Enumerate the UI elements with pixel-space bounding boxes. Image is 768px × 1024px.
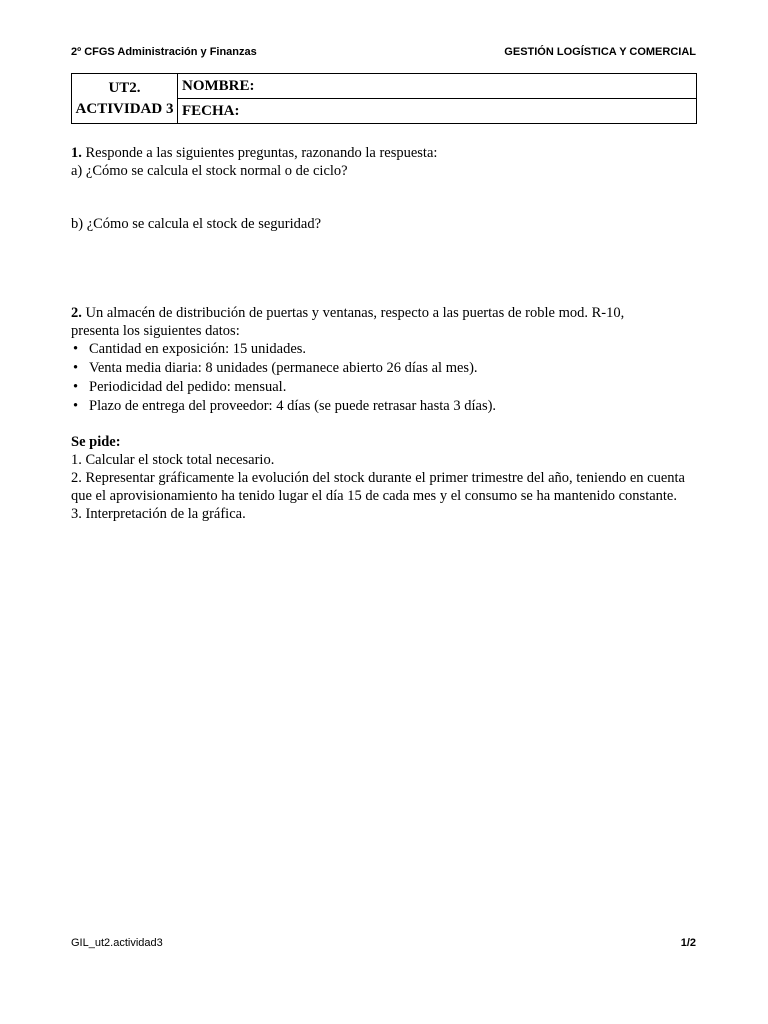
list-item: • Periodicidad del pedido: mensual. [73, 379, 287, 395]
tasks-block [71, 433, 701, 523]
student-info-table [71, 73, 697, 124]
q2-number: 2. [71, 305, 82, 321]
q1-b: b) ¿Cómo se calcula el stock de seguridad? [71, 216, 322, 232]
footer-filename: GIL_ut2.actividad3 [71, 937, 163, 949]
name-field[interactable] [178, 74, 697, 99]
unit-label: UT2. [108, 79, 141, 96]
task-1: 1. Calcular el stock total necesario. [71, 452, 275, 468]
bullet-icon: • [73, 360, 79, 376]
list-item: • Venta media diaria: 8 unidades (permanece abierto 26 días al mes). [73, 360, 478, 376]
header-course: 2º CFGS Administración y Finanzas [71, 46, 257, 58]
activity-label: ACTIVIDAD 3 [75, 100, 174, 117]
bullet-icon: • [73, 398, 79, 414]
q1-b-block [71, 215, 701, 233]
question-2 [71, 304, 701, 416]
q1-number: 1. [71, 145, 82, 161]
question-1 [71, 144, 701, 180]
q2-intro-line2: presenta los siguientes datos: [71, 323, 240, 339]
list-item: • Cantidad en exposición: 15 unidades. [73, 341, 307, 357]
bullet-icon: • [73, 379, 79, 395]
name-label: NOMBRE: [182, 77, 255, 94]
se-pide-heading: Se pide: [71, 434, 121, 450]
date-label: FECHA: [182, 102, 240, 119]
list-item: • Plazo de entrega del proveedor: 4 días (se puede retrasar hasta 3 días). [73, 398, 497, 414]
page-number: 1/2 [680, 937, 696, 949]
unit-activity-cell [72, 74, 178, 124]
q1-intro: Responde a las siguientes preguntas, razonando la respuesta: [81, 145, 438, 161]
q2-intro-line1: Un almacén de distribución de puertas y ventanas, respecto a las puertas de roble mod. R-10, [81, 305, 625, 321]
q1-a: a) ¿Cómo se calcula el stock normal o de ciclo? [71, 163, 348, 179]
task-3: 3. Interpretación de la gráfica. [71, 506, 246, 522]
task-2: 2. Representar gráficamente la evolución del stock durante el primer trimestre del año, teniendo en cuenta que el aprovisionamiento ha tenido lugar el día 15 de cada mes y el consumo se ha mantenido constante. [71, 470, 685, 504]
header-subject: GESTIÓN LOGÍSTICA Y COMERCIAL [504, 46, 696, 58]
data-list [71, 340, 701, 416]
date-field[interactable] [178, 99, 697, 124]
bullet-icon: • [73, 341, 79, 357]
